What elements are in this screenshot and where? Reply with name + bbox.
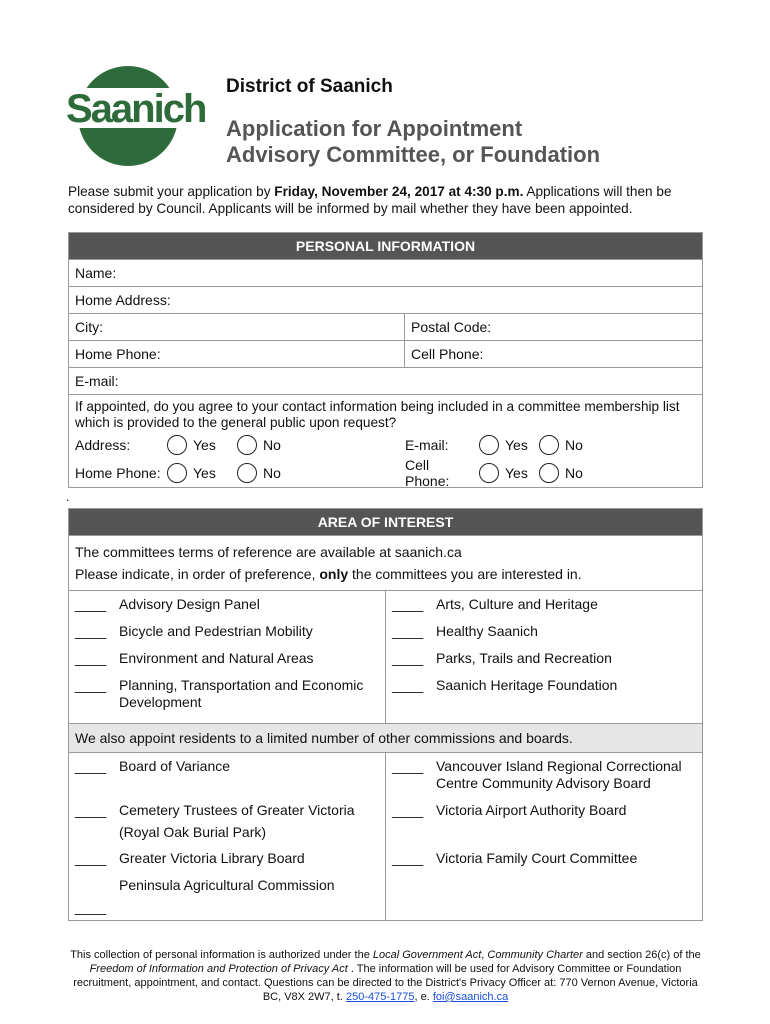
list-item[interactable]: ____ Environment and Natural Areas bbox=[75, 650, 314, 666]
phone-link[interactable]: 250-475-1775 bbox=[345, 991, 415, 1003]
title-line-2: Advisory Committee, or Foundation bbox=[226, 142, 601, 167]
list-item[interactable]: ____ Saanich Heritage Foundation bbox=[392, 677, 618, 693]
title-line-1: Application for Appointment bbox=[226, 116, 523, 141]
consent-address-row: Address: Yes No bbox=[75, 437, 281, 453]
list-item[interactable]: ____ Board of Variance bbox=[75, 758, 231, 774]
committees-right-col bbox=[386, 591, 703, 724]
saanich-logo bbox=[66, 66, 210, 168]
city-field[interactable]: City: bbox=[69, 314, 405, 341]
home-address-field[interactable]: Home Address: bbox=[69, 287, 703, 314]
list-item[interactable]: ____ Bicycle and Pedestrian Mobility bbox=[75, 623, 313, 639]
consent-question: If appointed, do you agree to your contact information being included in a committee membership list which is provided to the general public upon request? bbox=[75, 399, 680, 430]
list-item[interactable]: Peninsula Agricultural Commission bbox=[119, 877, 335, 893]
address-yes-radio[interactable] bbox=[167, 435, 187, 455]
privacy-footer: This collection of personal information is authorized under the Local Government Act, Community Charter and section 26(c) of the Freedom of Information and Protection of Privacy Act . The information will be used for Advisory Committee or Foundation recruitment, appointment, and contact. Questions can be directed to the District's Privacy Officer at: 770 Vernon Avenue, Victoria BC, V8X 2W7, t. 250-475-1775, e. foi@saanich.ca bbox=[70, 949, 701, 1003]
separator-dot: . bbox=[66, 490, 70, 504]
cell-phone-yes-radio[interactable] bbox=[479, 463, 499, 483]
email-link[interactable]: foi@saanich.ca bbox=[432, 991, 509, 1003]
cell-phone-field[interactable]: Cell Phone: bbox=[405, 341, 703, 368]
consent-block bbox=[69, 395, 703, 488]
committees-left-col bbox=[69, 591, 386, 724]
area-of-interest-table bbox=[68, 508, 703, 921]
consent-cell-phone-row: Cell Phone: Yes No bbox=[405, 457, 583, 489]
list-item[interactable]: ____ Arts, Culture and Heritage bbox=[392, 596, 598, 612]
boards-right-col bbox=[386, 753, 703, 921]
personal-info-table bbox=[68, 232, 703, 488]
email-field[interactable]: E-mail: bbox=[69, 368, 703, 395]
cell-phone-no-radio[interactable] bbox=[539, 463, 559, 483]
list-item[interactable]: ____ Parks, Trails and Recreation bbox=[392, 650, 612, 666]
list-item[interactable]: ____ Victoria Airport Authority Board bbox=[392, 802, 627, 818]
home-phone-field[interactable]: Home Phone: bbox=[69, 341, 405, 368]
section-heading: AREA OF INTEREST bbox=[69, 509, 703, 536]
list-item[interactable]: ____ Vancouver Island Regional Correctional Centre Community Advisory Board bbox=[392, 758, 682, 791]
list-item[interactable]: ____ Victoria Family Court Committee bbox=[392, 850, 638, 866]
page-title bbox=[226, 116, 600, 168]
list-item[interactable]: ____ Greater Victoria Library Board bbox=[75, 850, 305, 866]
list-item[interactable]: ____ Healthy Saanich bbox=[392, 623, 538, 639]
email-no-radio[interactable] bbox=[539, 435, 559, 455]
list-item[interactable]: ____ Advisory Design Panel bbox=[75, 596, 260, 612]
consent-home-phone-row: Home Phone: Yes No bbox=[75, 465, 281, 481]
intro-text: Please submit your application by Friday, November 24, 2017 at 4:30 p.m. Applications will then be considered by Council. Applicants will be informed by mail whether they have been appointed. bbox=[68, 184, 672, 216]
address-no-radio[interactable] bbox=[237, 435, 257, 455]
boards-heading: We also appoint residents to a limited number of other commissions and boards. bbox=[69, 724, 703, 753]
list-item[interactable]: ____ Planning, Transportation and Economic Development bbox=[75, 677, 364, 710]
postal-code-field[interactable]: Postal Code: bbox=[405, 314, 703, 341]
list-item[interactable]: ____ Cemetery Trustees of Greater Victoria bbox=[75, 802, 355, 818]
interest-instructions: The committees terms of reference are available at saanich.ca Please indicate, in order of preference, only the committees you are interested in. bbox=[69, 536, 703, 591]
consent-email-row: E-mail: Yes No bbox=[405, 437, 583, 453]
name-field[interactable]: Name: bbox=[69, 260, 703, 287]
boards-left-sub: (Royal Oak Burial Park) bbox=[119, 824, 267, 840]
org-name: District of Saanich bbox=[226, 76, 393, 97]
home-phone-yes-radio[interactable] bbox=[167, 463, 187, 483]
deadline: Friday, November 24, 2017 at 4:30 p.m. bbox=[274, 184, 524, 199]
section-heading: PERSONAL INFORMATION bbox=[69, 233, 703, 260]
list-item-blank[interactable]: ____ bbox=[75, 899, 107, 915]
home-phone-no-radio[interactable] bbox=[237, 463, 257, 483]
logo-wordmark: Saanich bbox=[66, 87, 206, 131]
boards-left-col bbox=[69, 753, 386, 921]
email-yes-radio[interactable] bbox=[479, 435, 499, 455]
